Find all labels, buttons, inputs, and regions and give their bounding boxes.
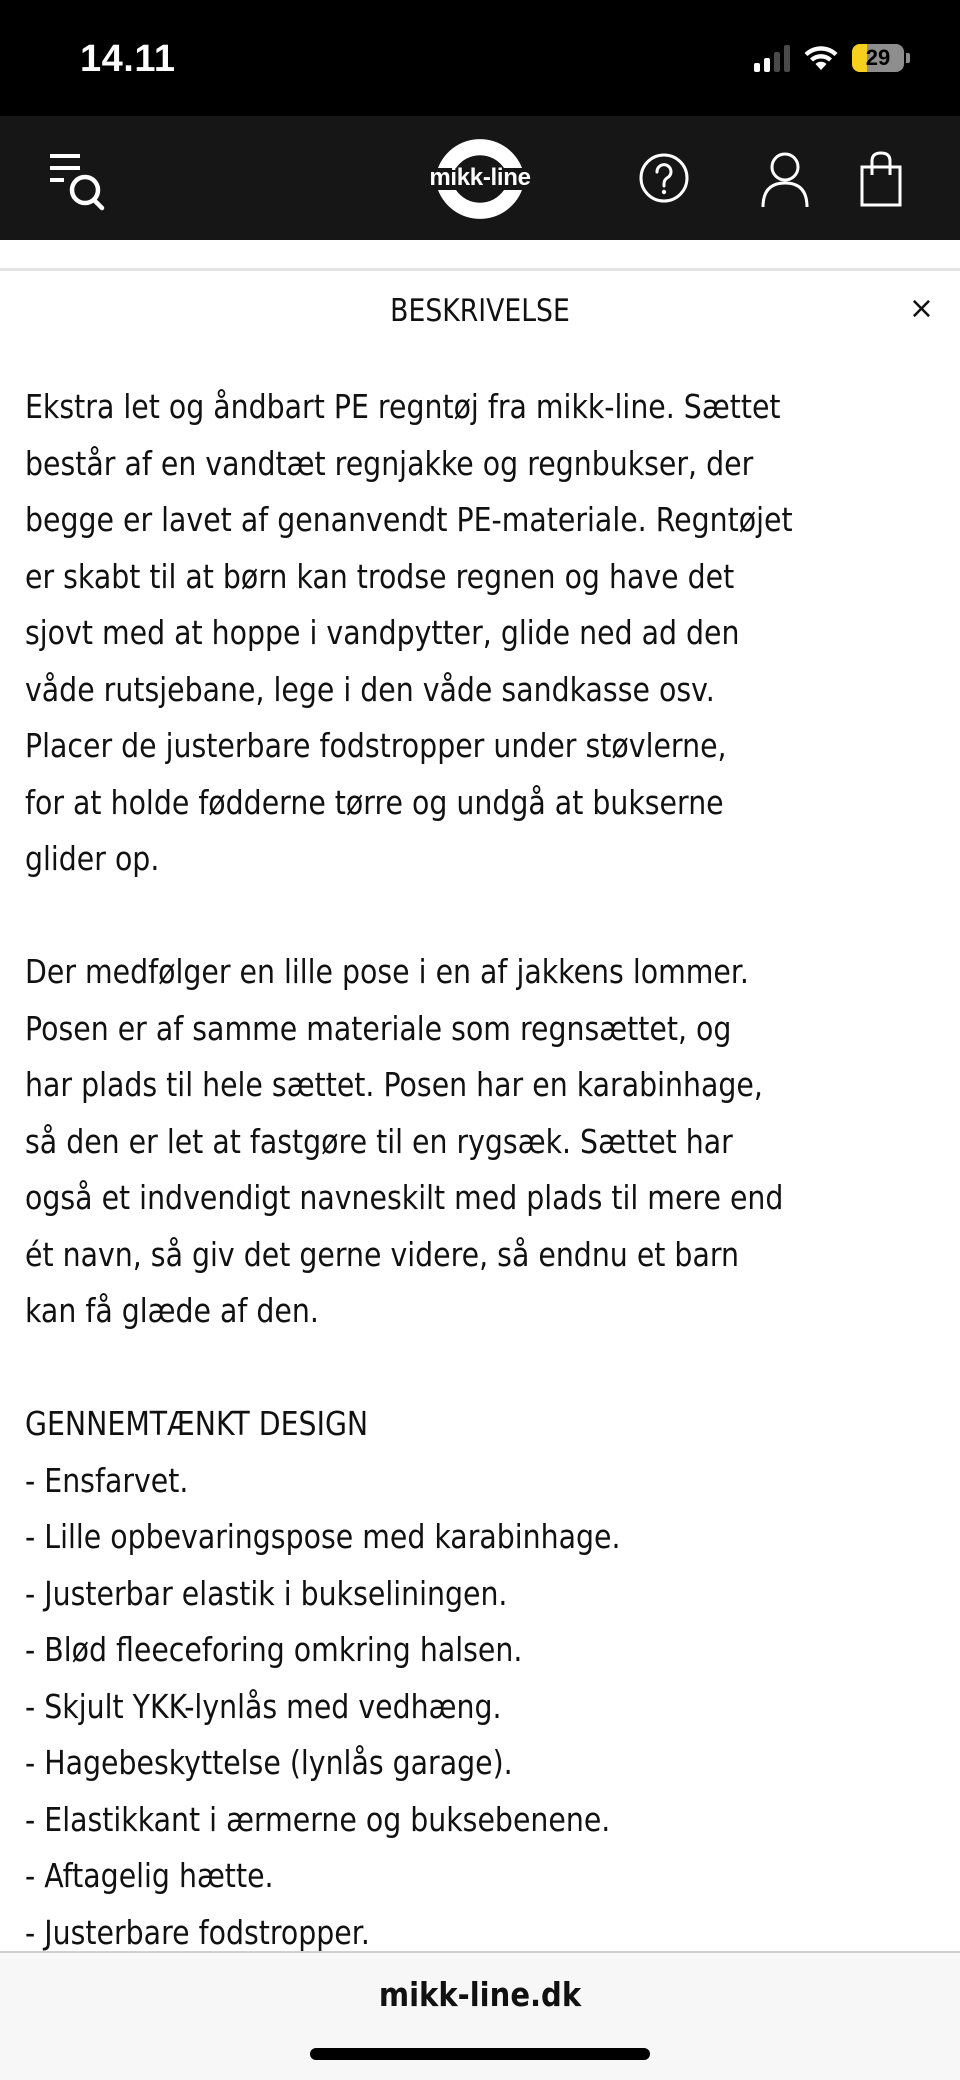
cart-button[interactable] <box>856 148 906 210</box>
menu-search-icon <box>46 149 112 213</box>
design-item: - Justerbar elastik i bukseliningen. <box>25 1573 508 1613</box>
url-label[interactable]: mikk-line.dk <box>378 1975 582 2014</box>
description-line: for at holde fødderne tørre og undgå at bukserne <box>25 782 724 822</box>
design-item: - Hagebeskyttelse (lynlås garage). <box>25 1743 513 1782</box>
design-item: - Ensfarvet. <box>25 1460 189 1500</box>
home-indicator[interactable] <box>310 2048 650 2060</box>
description-line: Der medfølger en lille pose i en af jakkens lommer. <box>25 952 749 991</box>
description-line: sjovt med at hoppe i vandpytter, glide ned ad den <box>25 613 740 652</box>
description-line: Placer de justerbare fodstropper under støvlerne, <box>25 726 727 765</box>
close-button[interactable]: × <box>908 291 934 326</box>
status-bar <box>0 0 960 116</box>
browser-url-bar[interactable] <box>0 1951 960 2080</box>
design-item: - Blød fleeceforing omkring halsen. <box>25 1630 523 1669</box>
description-line: begge er lavet af genanvendt PE-materiale. Regntøjet <box>25 500 793 539</box>
design-item: - Aftagelig hætte. <box>25 1856 274 1895</box>
description-line: våde rutsjebane, lege i den våde sandkasse osv. <box>25 669 715 709</box>
paragraph-spacer <box>25 1340 945 1397</box>
site-header <box>0 116 960 240</box>
account-button[interactable] <box>756 148 814 210</box>
wifi-icon <box>804 45 838 71</box>
description-line: så den er let at fastgøre til en rygsæk. Sættet har <box>25 1121 733 1161</box>
sheet-title: BESKRIVELSE <box>390 293 570 329</box>
description-line: er skabt til at børn kan trodse regnen og have det <box>25 556 735 596</box>
cellular-signal-icon <box>754 44 790 72</box>
description-sheet <box>0 271 960 1951</box>
account-icon <box>759 149 811 209</box>
help-button[interactable] <box>636 150 692 206</box>
status-icons <box>754 44 910 72</box>
design-item: - Justerbare fodstropper. <box>25 1912 370 1952</box>
description-line: ét navn, så giv det gerne videre, så endnu et barn <box>25 1234 740 1274</box>
design-heading: GENNEMTÆNKT DESIGN <box>25 1404 369 1443</box>
description-line: har plads til hele sættet. Posen har en karabinhage, <box>25 1065 763 1104</box>
shopping-bag-icon <box>858 149 904 209</box>
help-icon <box>638 152 690 204</box>
mikk-line-logo[interactable] <box>420 128 540 228</box>
logo-text: mikk-line <box>429 164 531 191</box>
design-item: - Lille opbevaringspose med karabinhage. <box>25 1517 621 1556</box>
page-backdrop <box>0 240 960 271</box>
description-line: Ekstra let og åndbart PE regntøj fra mikk-line. Sættet <box>25 387 781 426</box>
description-line: kan få glæde af den. <box>25 1291 319 1330</box>
menu-search-button[interactable] <box>44 148 114 214</box>
description-line: glider op. <box>25 839 160 878</box>
paragraph-spacer <box>25 888 945 945</box>
status-time: 14.11 <box>80 38 176 80</box>
design-item: - Skjult YKK-lynlås med vedhæng. <box>25 1686 502 1726</box>
battery-level: 29 <box>865 45 891 70</box>
battery-cap <box>906 53 910 63</box>
description-content <box>25 379 945 1961</box>
description-line: Posen er af samme materiale som regnsættet, og <box>25 1008 732 1048</box>
description-line: også et indvendigt navneskilt med plads til mere end <box>25 1178 784 1217</box>
battery-icon <box>852 44 904 72</box>
design-item: - Elastikkant i ærmerne og buksebenene. <box>25 1799 611 1839</box>
description-line: består af en vandtæt regnjakke og regnbukser, der <box>25 443 754 483</box>
